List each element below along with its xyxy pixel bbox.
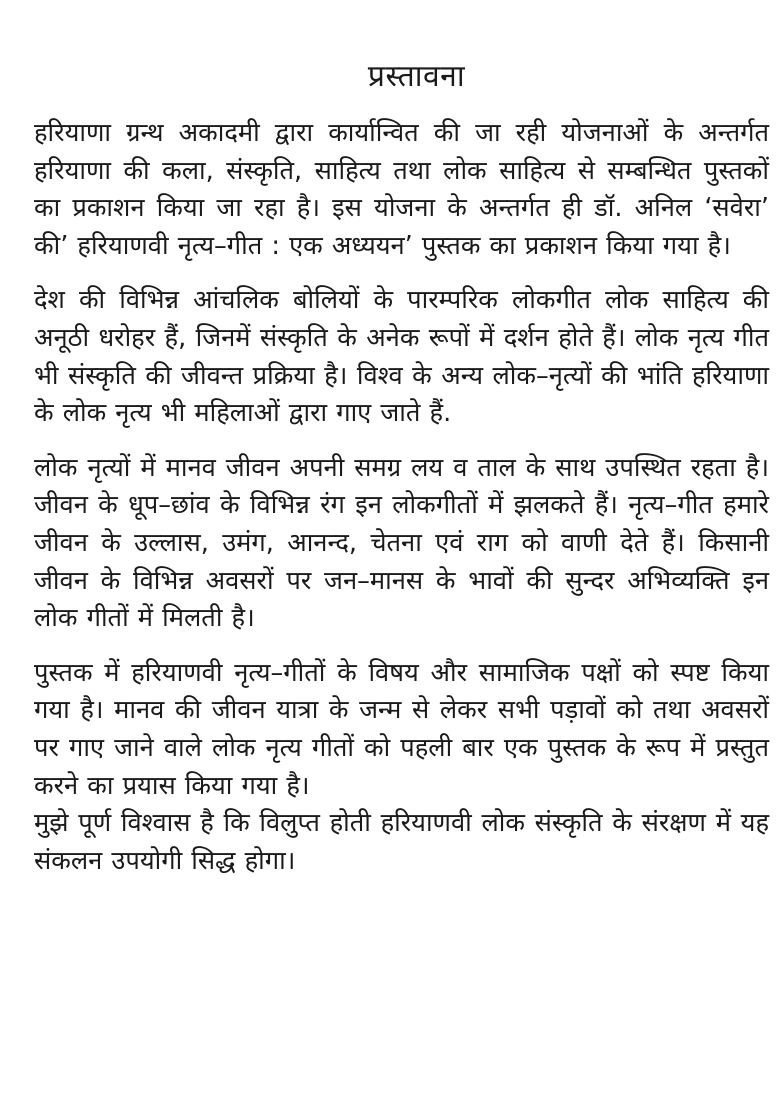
document-page [34, 0, 769, 897]
paragraph-book-content: पुस्तक में हरियाणवी नृत्य–गीतों के विषय और सामाजिक पक्षों को स्पष्ट किया गया है। मानव की जीवन यात्रा के जन्म से लेकर सभी पड़ावों को तथा अवसरों पर गाए जाने वाले लोक नृत्य गीतों को पहली बार एक पुस्तक के रूप में प्रस्तुत करने का प्रयास किया गया है। [34, 657, 769, 801]
paragraph-conclusion: मुझे पूर्ण विश्वास है कि विलुप्त होती हरियाणवी लोक संस्कृति के संरक्षण में यह संकलन उपयोगी सिद्ध होगा। [34, 808, 769, 876]
paragraph-folk-dances: लोक नृत्यों में मानव जीवन अपनी समग्र लय व ताल के साथ उपस्थित रहता है। जीवन के धूप–छांव के विभिन्न रंग इन लोकगीतों में झलकते हैं। नृत्य–गीत हमारे जीवन के उल्लास, उमंग, आनन्द, चेतना एवं राग को वाणी देते हैं। किसानी जीवन के विभिन्न अवसरों पर जन–मानस के भावों की सुन्दर अभिव्यक्ति इन लोक गीतों में मिलती है। [34, 452, 769, 634]
page-title: प्रस्तावना [367, 59, 466, 94]
paragraph-folk-songs: देश की विभिन्न आंचलिक बोलियों के पारम्परिक लोकगीत लोक साहित्य की अनूठी धरोहर हैं, जिनमें संस्कृति के अनेक रूपों में दर्शन होते हैं। लोक नृत्य गीत भी संस्कृति की जीवन्त प्रक्रिया है। विश्व के अन्य लोक–नृत्यों की भांति हरियाणा के लोक नृत्य भी महिलाओं द्वारा गाए जाते हैं. [34, 285, 769, 429]
paragraph-intro: हरियाणा ग्रन्थ अकादमी द्वारा कार्यान्वित की जा रही योजनाओं के अन्तर्गत हरियाणा की कला, संस्कृति, साहित्य तथा लोक साहित्य से सम्बन्धित पुस्तकों का प्रकाशन किया जा रहा है। इस योजना के अन्तर्गत ही डॉ. अनिल ‘सवेरा’ की’ हरियाणवी नृत्य–गीत : एक अध्ययन’ पुस्तक का प्रकाशन किया गया है। [34, 118, 769, 261]
